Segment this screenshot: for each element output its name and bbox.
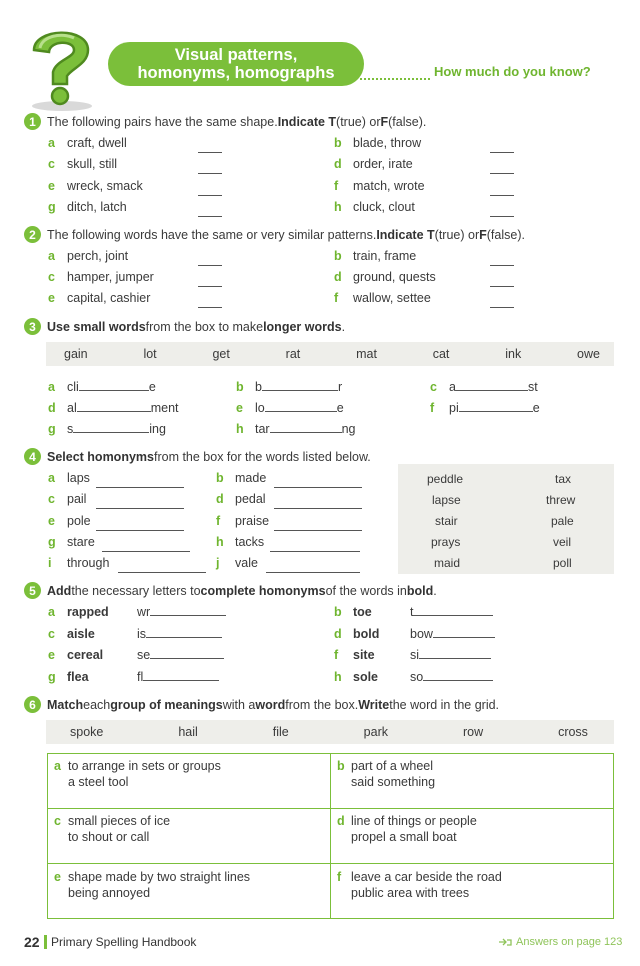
meaning-text: public area with trees [351, 886, 470, 900]
answer-blank[interactable] [198, 255, 222, 266]
item-letter: d [334, 157, 342, 171]
answer-blank[interactable] [274, 498, 362, 509]
item-word: site [353, 648, 375, 662]
list-item [48, 535, 95, 549]
list-item [236, 422, 356, 436]
item-letter: c [48, 157, 55, 171]
item-letter: f [337, 870, 342, 884]
list-item [334, 670, 378, 684]
item-letter: i [48, 556, 52, 570]
list-item [48, 670, 89, 684]
answer-blank[interactable] [146, 627, 222, 638]
answer-blank[interactable] [274, 520, 362, 531]
item-words: hamper, jumper [67, 270, 154, 284]
item-letter: b [334, 605, 342, 619]
word-start: si [410, 648, 420, 662]
item-words: cluck, clout [353, 200, 415, 214]
answer-blank[interactable] [96, 498, 184, 509]
word-start: cli [67, 380, 79, 394]
box-word: cross [558, 725, 588, 739]
instruction-bold: Add [47, 583, 72, 598]
word-start: pi [449, 401, 459, 415]
list-item [48, 605, 109, 619]
answer-blank[interactable] [198, 185, 222, 196]
list-item [48, 514, 91, 528]
item-word: vale [235, 556, 258, 570]
item-letter: d [337, 814, 345, 828]
answer-line [137, 670, 219, 684]
answer-blank[interactable] [77, 401, 151, 412]
list-item [48, 492, 86, 506]
list-item [48, 556, 109, 570]
section-number: 5 [24, 582, 41, 599]
list-item [334, 605, 372, 619]
section-6-heading [24, 696, 499, 713]
section-1-heading [24, 113, 426, 130]
section-number: 2 [24, 226, 41, 243]
item-word: flea [67, 670, 89, 684]
book-title: Primary Spelling Handbook [51, 935, 197, 949]
item-letter: f [334, 291, 339, 305]
word-end: r [337, 380, 343, 394]
item-word: toe [353, 605, 372, 619]
list-item [48, 270, 154, 284]
box-word: peddle [427, 472, 464, 486]
word-start: a [449, 380, 456, 394]
list-item [334, 136, 421, 150]
item-letter: h [216, 535, 224, 549]
instruction-bold: word [255, 697, 286, 712]
item-letter: e [48, 179, 55, 193]
box-word: mat [356, 347, 377, 361]
section-number: 1 [24, 113, 41, 130]
item-words: craft, dwell [67, 136, 127, 150]
instruction-text: (true) or [434, 227, 480, 242]
section-number: 6 [24, 696, 41, 713]
list-item [48, 627, 95, 641]
answer-blank[interactable] [270, 541, 360, 552]
item-letter: g [48, 422, 56, 436]
item-letter: b [334, 136, 342, 150]
meaning-text: leave a car beside the road [351, 870, 502, 884]
box-word: lot [143, 347, 157, 361]
item-words: capital, cashier [67, 291, 151, 305]
instruction-text: The following words have the same or very similar patterns. [47, 227, 377, 242]
item-letter: d [48, 401, 56, 415]
item-letter: e [236, 401, 243, 415]
answer-blank[interactable] [490, 297, 514, 308]
word-start: b [255, 380, 262, 394]
box-word: lapse [432, 493, 461, 507]
item-word: pole [67, 514, 91, 528]
answer-blank[interactable] [490, 206, 514, 217]
answer-blank[interactable] [490, 163, 514, 174]
item-letter: e [48, 291, 55, 305]
item-letter: a [54, 759, 61, 773]
list-item [216, 514, 269, 528]
item-letter: f [334, 648, 339, 662]
item-letter: e [48, 648, 55, 662]
list-item [48, 380, 156, 394]
item-letter: g [48, 535, 56, 549]
word-start: so [410, 670, 424, 684]
answer-blank[interactable] [459, 401, 533, 412]
section-3-heading [24, 318, 345, 335]
list-item [48, 200, 127, 214]
answer-blank[interactable] [118, 562, 206, 573]
answer-blank[interactable] [490, 142, 514, 153]
box-word: row [462, 725, 484, 739]
answer-blank[interactable] [102, 541, 190, 552]
list-item [216, 535, 264, 549]
list-item [430, 380, 538, 394]
item-word: tacks [235, 535, 265, 549]
box-word: pale [551, 514, 574, 528]
list-item [216, 471, 266, 485]
answer-blank[interactable] [79, 380, 149, 391]
title-line-2: homonyms, homographs [137, 64, 335, 82]
answer-blank[interactable] [490, 276, 514, 287]
item-words: wallow, settee [353, 291, 431, 305]
instruction-bold: Write [358, 697, 390, 712]
list-item [334, 648, 375, 662]
list-item [430, 401, 540, 415]
answer-blank[interactable] [274, 477, 362, 488]
answer-line [410, 670, 493, 684]
item-word: praise [235, 514, 270, 528]
item-letter: b [216, 471, 224, 485]
meaning-text: to shout or call [68, 830, 150, 844]
list-item [48, 471, 90, 485]
word-start: s [67, 422, 74, 436]
answer-blank[interactable] [198, 206, 222, 217]
item-letter: h [334, 200, 342, 214]
answer-blank[interactable] [143, 670, 219, 681]
word-start: is [137, 627, 147, 641]
meaning-text: line of things or people [351, 814, 477, 828]
item-words: wreck, smack [67, 179, 143, 193]
item-letter: h [334, 670, 342, 684]
word-start: t [410, 605, 414, 619]
box-word: spoke [70, 725, 104, 739]
list-item [48, 422, 166, 436]
grid-cell[interactable] [54, 813, 170, 845]
answer-blank[interactable] [413, 605, 493, 616]
item-word: through [67, 556, 110, 570]
meaning-text: said something [351, 775, 436, 789]
instruction-bold: longer words [263, 319, 342, 334]
answer-grid [47, 753, 614, 919]
item-words: skull, still [67, 157, 118, 171]
answers-link[interactable] [498, 936, 622, 948]
word-end: ng [341, 422, 356, 436]
word-start: tar [255, 422, 270, 436]
answer-blank[interactable] [73, 422, 149, 433]
item-word: sole [353, 670, 379, 684]
answer-blank[interactable] [433, 627, 495, 638]
instruction-text: from the box. [285, 697, 359, 712]
item-letter: a [48, 136, 55, 150]
instruction-text: from the box for the words listed below. [153, 449, 371, 464]
box-word: gain [64, 347, 88, 361]
item-word: pail [67, 492, 87, 506]
item-letter: e [48, 514, 55, 528]
item-word: rapped [67, 605, 109, 619]
answer-blank[interactable] [198, 276, 222, 287]
item-letter: c [48, 270, 55, 284]
item-letter: f [216, 514, 221, 528]
word-end: ment [150, 401, 179, 415]
item-letter: a [48, 471, 55, 485]
list-item [48, 157, 117, 171]
word-start: se [137, 648, 151, 662]
instruction-bold: F [479, 227, 487, 242]
list-item [334, 179, 425, 193]
item-letter: a [48, 249, 55, 263]
list-item [48, 401, 179, 415]
word-box [46, 720, 614, 744]
grid-cell[interactable] [54, 869, 250, 901]
item-letter: e [54, 870, 61, 884]
item-letter: d [216, 492, 224, 506]
word-end: e [336, 401, 344, 415]
list-item [334, 200, 415, 214]
instruction-text: from the box to make [145, 319, 264, 334]
item-word: stare [67, 535, 95, 549]
box-word: prays [431, 535, 461, 549]
item-words: train, frame [353, 249, 417, 263]
answer-blank[interactable] [423, 670, 493, 681]
box-word: owe [577, 347, 600, 361]
item-word: laps [67, 471, 90, 485]
word-start: fl [137, 670, 144, 684]
list-item [236, 380, 342, 394]
instruction-bold: Use small words [47, 319, 146, 334]
meaning-text: part of a wheel [351, 759, 433, 773]
word-end: ing [149, 422, 166, 436]
instruction-bold: Indicate T [376, 227, 435, 242]
answer-blank[interactable] [490, 255, 514, 266]
item-words: ground, quests [353, 270, 436, 284]
box-word: veil [553, 535, 572, 549]
box-word: threw [546, 493, 576, 507]
grid-cell[interactable] [54, 758, 221, 790]
tagline: How much do you know? [434, 64, 591, 79]
instruction-text: the necessary letters to [71, 583, 201, 598]
list-item [48, 249, 128, 263]
word-end: e [532, 401, 540, 415]
item-words: perch, joint [67, 249, 129, 263]
list-item [216, 556, 258, 570]
list-item [334, 627, 379, 641]
list-item [236, 401, 344, 415]
instruction-text: (false). [388, 114, 427, 129]
list-item [48, 648, 103, 662]
answer-blank[interactable] [490, 185, 514, 196]
word-start: al [67, 401, 77, 415]
instruction-bold: Match [47, 697, 84, 712]
instruction-bold: F [380, 114, 389, 129]
title-divider [360, 78, 430, 80]
list-item [334, 249, 416, 263]
item-letter: g [48, 670, 56, 684]
item-letter: f [334, 179, 339, 193]
item-letter: j [216, 556, 220, 570]
footer-divider [44, 935, 47, 949]
section-number: 4 [24, 448, 41, 465]
item-word: cereal [67, 648, 104, 662]
instruction-text: with a [222, 697, 256, 712]
box-word: maid [434, 556, 461, 570]
instruction-text: each [83, 697, 111, 712]
grid-divider [48, 863, 613, 864]
answer-blank[interactable] [96, 477, 184, 488]
box-word: park [363, 725, 388, 739]
section-4-heading [24, 448, 371, 465]
item-letter: d [334, 627, 342, 641]
item-letter: c [54, 814, 61, 828]
box-word: hail [178, 725, 198, 739]
page-number: 22 [24, 934, 40, 950]
item-letter: a [48, 605, 55, 619]
answer-line [137, 648, 224, 662]
section-number: 3 [24, 318, 41, 335]
grid-cell[interactable] [337, 869, 502, 901]
page-title [108, 42, 364, 86]
item-words: ditch, latch [67, 200, 127, 214]
answer-blank[interactable] [266, 562, 360, 573]
answers-text: Answers on page 123 [516, 936, 623, 948]
item-letter: h [236, 422, 244, 436]
item-letter: g [48, 200, 56, 214]
list-item [48, 136, 127, 150]
item-letter: c [430, 380, 437, 394]
instruction-bold: bold [406, 583, 434, 598]
instruction-text: . [341, 319, 346, 334]
answer-blank[interactable] [198, 142, 222, 153]
box-word: stair [435, 514, 458, 528]
item-letter: b [337, 759, 345, 773]
meaning-text: small pieces of ice [68, 814, 171, 828]
list-item [334, 291, 431, 305]
item-letter: d [334, 270, 342, 284]
section-2-heading [24, 226, 525, 243]
instruction-bold: group of meanings [110, 697, 223, 712]
instruction-text: . [433, 583, 437, 598]
answer-blank[interactable] [150, 605, 226, 616]
answer-blank[interactable] [419, 648, 491, 659]
box-word: get [212, 347, 230, 361]
answer-blank[interactable] [270, 422, 342, 433]
instruction-text: The following pairs have the same shape. [47, 114, 278, 129]
item-word: bold [353, 627, 380, 641]
answer-blank[interactable] [96, 520, 184, 531]
grid-divider [48, 808, 613, 809]
instruction-bold: Select homonyms [47, 449, 154, 464]
item-letter: c [48, 627, 55, 641]
answer-blank[interactable] [198, 297, 222, 308]
answer-blank[interactable] [198, 163, 222, 174]
list-item [48, 179, 143, 193]
meaning-text: to arrange in sets or groups [68, 759, 221, 773]
grid-cell[interactable] [337, 758, 435, 790]
meaning-text: being annoyed [68, 886, 151, 900]
item-words: match, wrote [353, 179, 425, 193]
box-word: tax [555, 472, 572, 486]
title-line-1: Visual patterns, [174, 46, 298, 64]
meaning-text: shape made by two straight lines [68, 870, 251, 884]
item-words: order, irate [353, 157, 413, 171]
item-letter: b [334, 249, 342, 263]
list-item [334, 270, 436, 284]
pointing-hand-icon [498, 938, 512, 947]
instruction-bold: Indicate T [277, 114, 337, 129]
answer-line [137, 605, 226, 619]
answer-blank[interactable] [456, 380, 528, 391]
answer-blank[interactable] [265, 401, 337, 412]
item-word: pedal [235, 492, 266, 506]
question-mark-icon [22, 20, 100, 112]
word-start: wr [137, 605, 151, 619]
meaning-text: propel a small boat [351, 830, 457, 844]
instruction-text: of the words in [325, 583, 407, 598]
list-item [216, 492, 266, 506]
box-word: poll [553, 556, 572, 570]
item-word: made [235, 471, 267, 485]
instruction-text: (true) or [336, 114, 381, 129]
grid-divider [330, 754, 331, 918]
item-words: blade, throw [353, 136, 422, 150]
list-item [48, 291, 150, 305]
item-letter: f [430, 401, 435, 415]
box-word: cat [432, 347, 450, 361]
box-word: ink [505, 347, 522, 361]
word-start: bow [410, 627, 433, 641]
word-box [46, 342, 614, 366]
answer-line [137, 627, 222, 641]
grid-cell[interactable] [337, 813, 477, 845]
box-word: file [272, 725, 289, 739]
item-letter: a [48, 380, 55, 394]
list-item [334, 157, 413, 171]
box-word: rat [285, 347, 301, 361]
meaning-text: a steel tool [68, 775, 129, 789]
instruction-text: the word in the grid. [389, 697, 500, 712]
answer-blank[interactable] [150, 648, 224, 659]
answer-blank[interactable] [262, 380, 338, 391]
instruction-text: (false). [486, 227, 525, 242]
instruction-bold: complete homonyms [200, 583, 326, 598]
item-word: aisle [67, 627, 95, 641]
section-5-heading [24, 582, 437, 599]
word-end: e [148, 380, 156, 394]
answer-line [410, 627, 495, 641]
answer-line [410, 648, 491, 662]
item-letter: b [236, 380, 244, 394]
word-start: lo [255, 401, 265, 415]
answer-line [410, 605, 493, 619]
item-letter: c [48, 492, 55, 506]
word-end: st [527, 380, 538, 394]
